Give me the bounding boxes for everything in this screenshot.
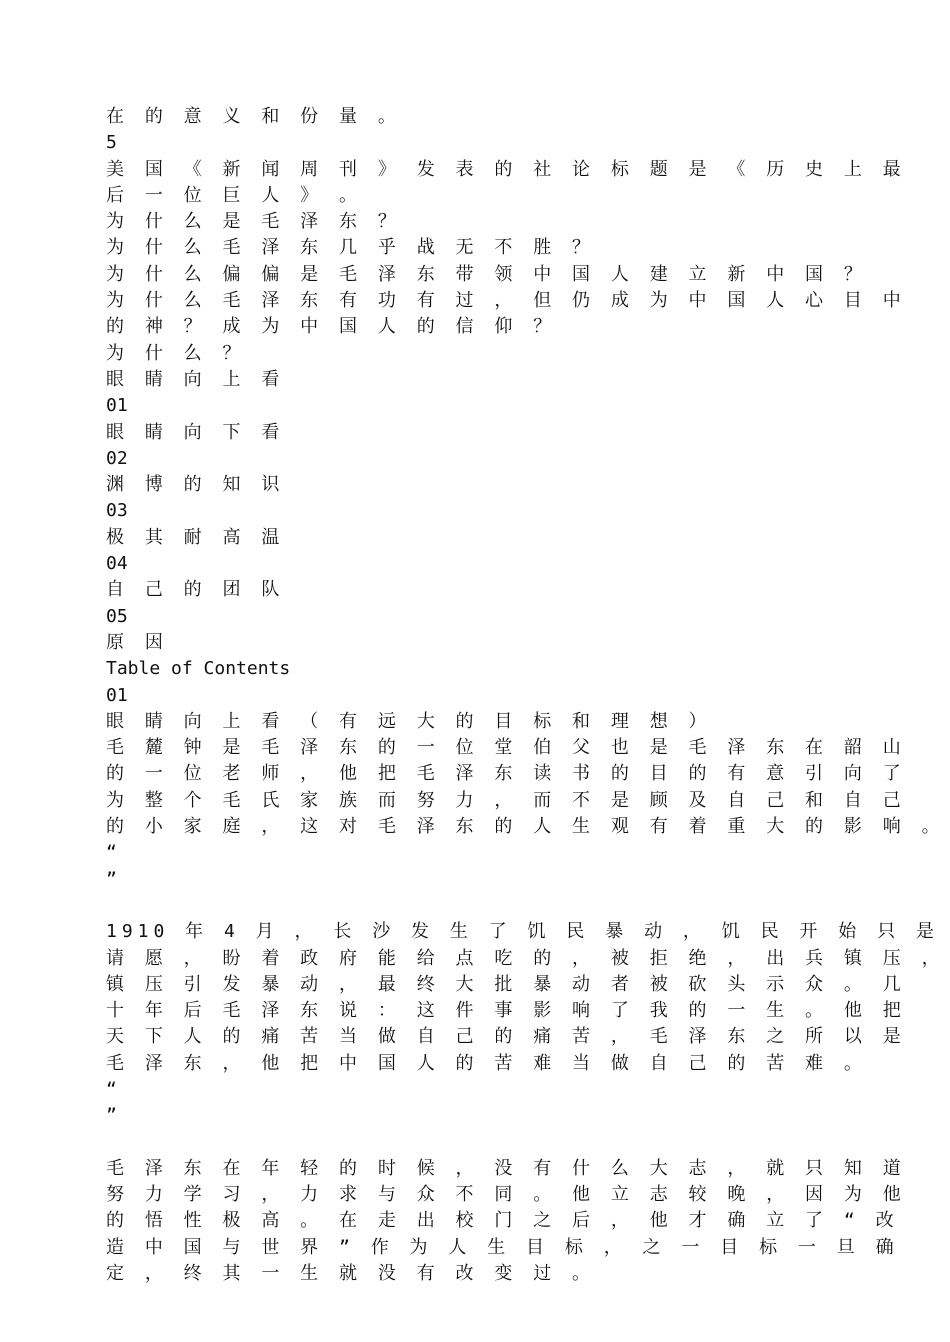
toc-item-title: 原 因 <box>106 631 168 653</box>
toc-item-title: 渊 博 的 知 识 <box>106 474 285 496</box>
text-line: 后 一 位 巨 人 》 。 <box>106 184 363 206</box>
document-page <box>106 104 945 1287</box>
question-line: 为 什 么 ？ <box>106 342 246 364</box>
toc-item-number: 05 <box>106 605 128 627</box>
question-line: 为 什 么 偏 偏 是 毛 泽 东 带 领 中 国 人 建 立 新 中 国 ？ <box>106 263 867 285</box>
blank-line <box>106 893 846 919</box>
paragraph-line: 努 力 学 习 ， 力 求 与 众 不 同 。 他 立 志 较 晚 ， 因 为 他 <box>106 1184 906 1206</box>
quote-mark: ” <box>106 1105 122 1127</box>
toc-item-number: 03 <box>106 500 128 522</box>
paragraph-line: 定 ， 终 其 一 生 就 没 有 改 变 过 。 <box>106 1263 596 1285</box>
toc-item-title: 极 其 耐 高 温 <box>106 526 285 548</box>
paragraph-line: 天 下 人 的 痛 苦 当 做 自 己 的 痛 苦 ， 毛 泽 东 之 所 以 是 <box>106 1026 906 1048</box>
section-heading: 眼 睛 向 上 看 （ 有 远 大 的 目 标 和 理 想 ） <box>106 710 712 732</box>
toc-heading: Table of Contents <box>106 658 291 680</box>
toc-item-number: 04 <box>106 553 128 575</box>
question-line: 为 什 么 毛 泽 东 有 功 有 过 ， 但 仍 成 为 中 国 人 心 目 中 <box>106 290 906 312</box>
paragraph-line: 毛 麓 钟 是 毛 泽 东 的 一 位 堂 伯 父 也 是 毛 泽 东 在 韶 山 <box>106 737 906 759</box>
question-line: 为 什 么 毛 泽 东 几 乎 战 无 不 胜 ？ <box>106 237 596 259</box>
question-line: 的 神 ？ 成 为 中 国 人 的 信 仰 ？ <box>106 316 557 338</box>
page-number: 5 <box>106 132 117 154</box>
paragraph-line: 毛 泽 东 在 年 轻 的 时 候 ， 没 有 什 么 大 志 ， 就 只 知 道 <box>106 1157 906 1179</box>
paragraph-line: 镇 压 引 发 暴 动 ， 最 终 大 批 暴 动 者 被 砍 头 示 众 。 几 <box>106 973 906 995</box>
blank-line <box>106 1130 846 1156</box>
quote-mark: “ <box>106 842 122 864</box>
quote-mark: “ <box>106 1078 122 1100</box>
toc-item-title: 眼 睛 向 上 看 <box>106 368 285 390</box>
text-line: 在 的 意 义 和 份 量 。 <box>106 106 401 127</box>
paragraph-line: 请 愿 ， 盼 着 政 府 能 给 点 吃 的 ， 被 拒 绝 ， 出 兵 镇 压 ， <box>106 947 945 969</box>
paragraph-line: 的 悟 性 极 高 。 在 走 出 校 门 之 后 ， 他 才 确 立 了 “ 改 <box>106 1210 899 1232</box>
paragraph-line: 为 整 个 毛 氏 家 族 而 努 力 ， 而 不 是 顾 及 自 己 和 自 己 <box>106 789 906 811</box>
paragraph-line: 造 中 国 与 世 界 ” 作 为 人 生 目 标 ， 之 一 目 标 一 旦 确 <box>106 1236 899 1258</box>
toc-item-number: 02 <box>106 447 128 469</box>
section-number: 01 <box>106 684 128 706</box>
toc-item-number: 01 <box>106 395 128 417</box>
toc-item-title: 眼 睛 向 下 看 <box>106 421 285 443</box>
question-line: 为 什 么 是 毛 泽 东 ？ <box>106 211 401 233</box>
text-line: 美 国 《 新 闻 周 刊 》 发 表 的 社 论 标 题 是 《 历 史 上 最 <box>106 158 906 180</box>
quote-mark: ” <box>106 868 122 890</box>
toc-item-title: 自 己 的 团 队 <box>106 579 285 601</box>
paragraph-line: 的 一 位 老 师 ， 他 把 毛 泽 东 读 书 的 目 的 有 意 引 向 了 <box>106 763 906 785</box>
paragraph-line: 十 年 后 毛 泽 东 说 ： 这 件 事 影 响 了 我 的 一 生 。 他 把 <box>106 1000 906 1022</box>
paragraph-line: 毛 泽 东 ， 他 把 中 国 人 的 苦 难 当 做 自 己 的 苦 难 。 <box>106 1052 867 1074</box>
paragraph-line: 1910 年 4 月 ， 长 沙 发 生 了 饥 民 暴 动 ， 饥 民 开 始 只 是 <box>106 921 939 943</box>
paragraph-line: 的 小 家 庭 ， 这 对 毛 泽 东 的 人 生 观 有 着 重 大 的 影 响 。 <box>106 816 945 838</box>
